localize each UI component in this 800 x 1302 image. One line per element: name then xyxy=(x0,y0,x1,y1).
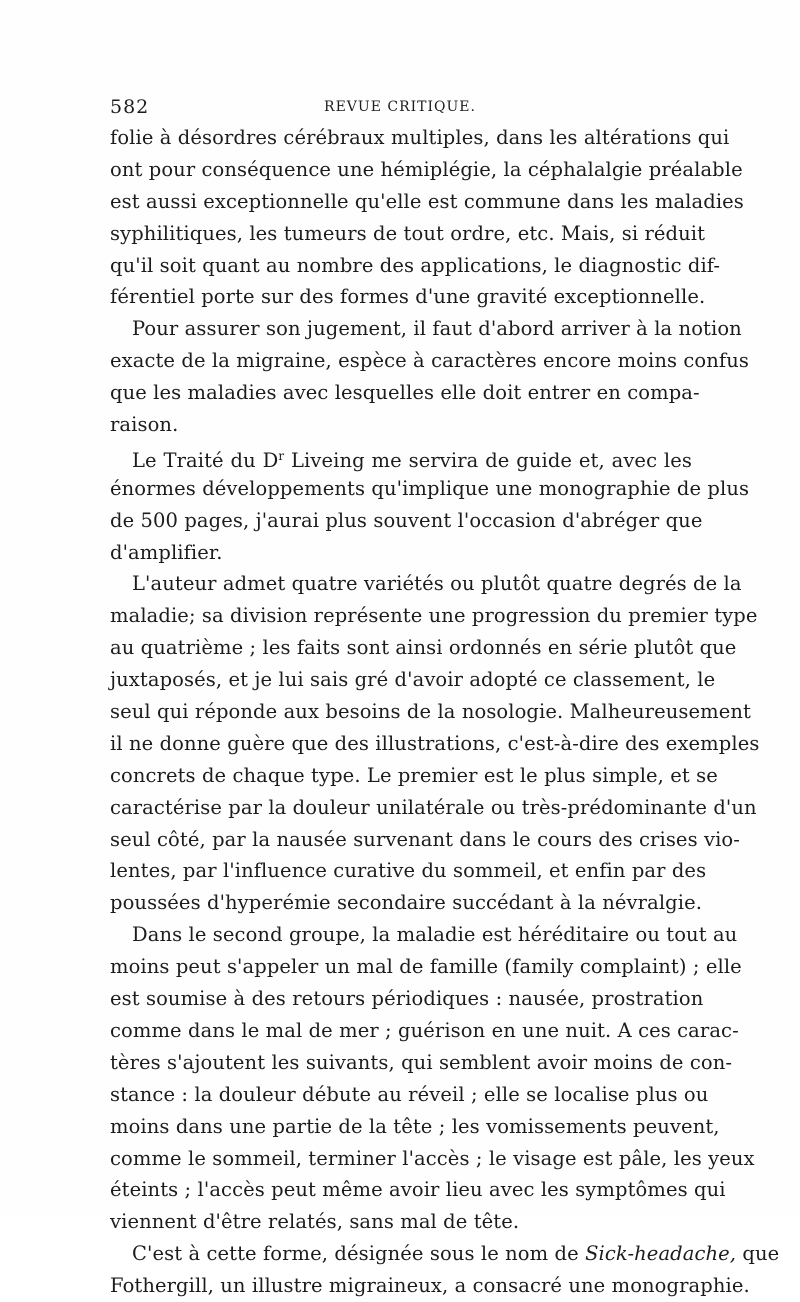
text-line: éteints ; l'accès peut même avoir lieu avec les symptômes qui xyxy=(110,1178,726,1202)
text-line: exacte de la migraine, espèce à caractères encore moins confus xyxy=(110,349,749,373)
text-line: lentes, par l'influence curative du sommeil, et enfin par des xyxy=(110,859,707,883)
text-run: que xyxy=(736,1242,780,1266)
text-line: de 500 pages, j'aurai plus souvent l'occasion d'abréger que xyxy=(110,508,703,532)
text-line: folie à désordres cérébraux multiples, dans les altérations qui xyxy=(110,126,730,149)
text-line: maladie; sa division représente une progression du premier type xyxy=(110,604,758,628)
text-line: caractérise par la douleur unilatérale ou très-prédominante d'un xyxy=(110,795,757,819)
text-line: concrets de chaque type. Le premier est le plus simple, et se xyxy=(110,763,718,787)
superscript: r xyxy=(278,448,285,463)
text-line: est aussi exceptionnelle qu'elle est commune dans les maladies xyxy=(110,189,744,213)
text-line: Fothergill, un illustre migraineux, a consacré une monographie. xyxy=(110,1274,750,1298)
text-line: férentiel porte sur des formes d'une gravité exceptionnelle. xyxy=(110,285,706,309)
text-line: au quatrième ; les faits sont ainsi ordonnés en série plutôt que xyxy=(110,636,737,660)
text-line: énormes développements qu'implique une monographie de plus xyxy=(110,476,750,500)
text-line: stance : la douleur débute au réveil ; elle se localise plus ou xyxy=(110,1082,709,1106)
body-text xyxy=(110,122,780,1302)
page-number: 582 xyxy=(110,96,150,118)
paragraph xyxy=(110,1238,780,1302)
text-line: Pour assurer son jugement, il faut d'abord arriver à la notion xyxy=(132,317,742,341)
paragraph xyxy=(110,313,749,441)
text-line: comme le sommeil, terminer l'accès ; le visage est pâle, les yeux xyxy=(110,1146,755,1170)
italic-term: Sick-headache, xyxy=(585,1242,737,1266)
text-line: moins dans une partie de la tête ; les vomissements peuvent, xyxy=(110,1114,720,1138)
text-line xyxy=(110,441,692,473)
paragraph xyxy=(110,919,755,1238)
text-line: moins peut s'appeler un mal de famille (family complaint) ; elle xyxy=(110,955,742,979)
text-line: Dans le second groupe, la maladie est héréditaire ou tout au xyxy=(132,923,738,947)
text-line: tères s'ajoutent les suivants, qui semblent avoir moins de con- xyxy=(110,1050,733,1074)
text-line: seul côté, par la nausée survenant dans le cours des crises vio- xyxy=(110,827,740,851)
text-line xyxy=(110,1238,780,1270)
page-header xyxy=(110,96,690,120)
text-line: que les maladies avec lesquelles elle doit entrer en compa- xyxy=(110,381,700,405)
text-line: L'auteur admet quatre variétés ou plutôt quatre degrés de la xyxy=(132,572,742,596)
text-run: C'est à cette forme, désignée sous le nom de xyxy=(132,1242,586,1266)
text-line: d'amplifier. xyxy=(110,540,223,564)
running-head: REVUE CRITIQUE. xyxy=(324,99,476,115)
text-line: il ne donne guère que des illustrations, c'est-à-dire des exemples xyxy=(110,731,760,755)
text-line: viennent d'être relatés, sans mal de tête. xyxy=(110,1210,520,1234)
paragraph xyxy=(110,441,750,569)
text-line: poussées d'hyperémie secondaire succédant à la névralgie. xyxy=(110,891,703,915)
paragraph xyxy=(110,568,760,919)
text-line: qu'il soit quant au nombre des applications, le diagnostic dif- xyxy=(110,253,721,277)
text-line: comme dans le mal de mer ; guérison en une nuit. A ces carac- xyxy=(110,1018,739,1042)
text-run: Liveing me servira de guide et, avec les xyxy=(284,448,693,472)
text-line: syphilitiques, les tumeurs de tout ordre, etc. Mais, si réduit xyxy=(110,221,706,245)
text-line: raison. xyxy=(110,413,179,437)
text-line: est soumise à des retours périodiques : nausée, prostration xyxy=(110,987,704,1011)
text-line: seul qui réponde aux besoins de la nosologie. Malheureusement xyxy=(110,700,751,724)
text-run: Le Traité du D xyxy=(132,448,279,472)
paragraph xyxy=(110,122,744,313)
text-line: ont pour conséquence une hémiplégie, la céphalalgie préalable xyxy=(110,157,743,181)
text-line: juxtaposés, et je lui sais gré d'avoir adopté ce classement, le xyxy=(110,668,716,692)
